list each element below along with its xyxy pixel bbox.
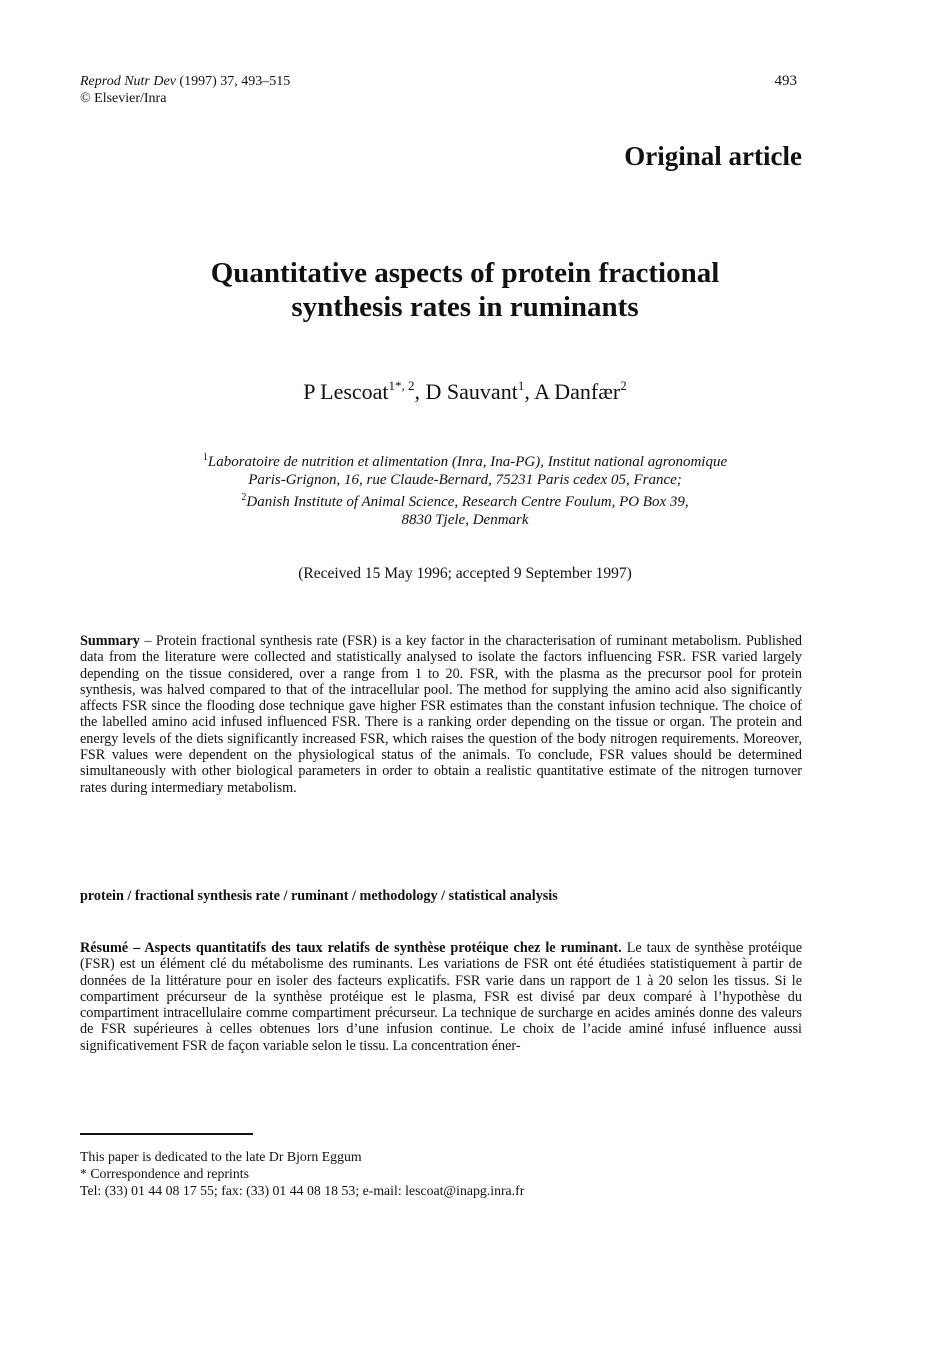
article-type: Original article <box>624 141 802 171</box>
author-list <box>0 378 930 405</box>
summary-label: Summary <box>80 633 140 649</box>
keywords: protein / fractional synthesis rate / ruminant / methodology / statistical analysis <box>80 888 558 904</box>
resume-text: Le taux de synthèse protéique (FSR) est un élément clé du métabolisme des ruminants. Les variations de FSR ont été étudiées statistiquement à partir de données de la littérature pour en isoler des facteurs explicatifs. FSR varie dans un rapport de 1 à 20 selon les tissus. Si le compartiment précurseur de la synthèse protéique est le plasma, FSR est divisé par deux comparé à l’hypothèse du compartiment intracellulaire comme compartiment précurseur. La technique de surcharge en acides aminés donne des valeurs de FSR supérieures à celles obtenues lors d’une infusion continue. Le choix de l’acide aminé infusé influence aussi significativement FSR de façon variable selon le tissu. La concentration éner- <box>80 940 802 1054</box>
summary-text: – Protein fractional synthesis rate (FSR) is a key factor in the characterisation of ruminant metabolism. Published data from the literature were collected and statistically analysed to isolate the factors influencing FSR. FSR varied largely depending on the tissue considered, over a range from 1 to 20. FSR, with the plasma as the precursor pool for protein synthesis, was halved compared to that of the intracellular pool. The method for supplying the amino acid also significantly affects FSR since the flooding dose technique gave higher FSR estimates than the constant infusion technique. The choice of the labelled amino acid infused influenced FSR. There is a ranking order depending on the tissue or organ. The protein and energy levels of the diets significantly increased FSR, which raises the question of the body nitrogen requirements. Moreover, FSR values were dependent on the physiological status of the animals. To conclude, FSR values should be determined simultaneously with other biological parameters in order to obtain a realistic quantitative estimate of the nitrogen turnover rates during intermediary metabolism. <box>80 633 802 796</box>
footnote-divider <box>80 1133 253 1135</box>
paper-title <box>0 256 930 324</box>
journal-citation <box>80 73 290 107</box>
affiliations <box>100 449 830 529</box>
summary-paragraph <box>80 633 802 796</box>
author-2-affil: 1 <box>517 378 525 393</box>
footnote-correspondence: * Correspondence and reprints <box>80 1166 249 1181</box>
author-2: , D Sauvant <box>414 379 518 404</box>
publisher: © Elsevier/Inra <box>80 91 167 106</box>
author-1-affil: 1*, 2 <box>388 378 415 393</box>
title-line-2: synthesis rates in ruminants <box>291 291 639 323</box>
resume-paragraph <box>80 940 802 1054</box>
author-3: , A Danfær <box>524 379 621 404</box>
author-1: P Lescoat <box>303 379 389 404</box>
affil-2-line-1: Danish Institute of Animal Science, Research Centre Foulum, PO Box 39, <box>246 494 689 510</box>
received-dates: (Received 15 May 1996; accepted 9 September 1997) <box>298 565 632 582</box>
title-line-1: Quantitative aspects of protein fractional <box>210 257 720 289</box>
footnote-dedication: This paper is dedicated to the late Dr Bjorn Eggum <box>80 1149 362 1164</box>
journal-ref: (1997) 37, 493–515 <box>175 74 291 89</box>
author-3-affil: 2 <box>620 378 627 393</box>
page-number: 493 <box>774 73 797 89</box>
affil-1-number: 1 <box>202 452 208 463</box>
journal-name: Reprod Nutr Dev <box>80 74 176 89</box>
affil-1-line-2: Paris-Grignon, 16, rue Claude-Bernard, 75231 Paris cedex 05, France; <box>248 472 682 488</box>
affil-1-line-1: Laboratoire de nutrition et alimentation (Inra, Ina-PG), Institut national agronomique <box>207 454 728 470</box>
resume-label: Résumé – Aspects quantitatifs des taux relatifs de synthèse protéique chez le ruminant. <box>80 940 622 956</box>
footnote-contact: Tel: (33) 01 44 08 17 55; fax: (33) 01 44 08 18 53; e-mail: lescoat@inapg.inra.fr <box>80 1183 525 1198</box>
affil-2-line-2: 8830 Tjele, Denmark <box>401 512 529 528</box>
affil-2-number: 2 <box>241 492 247 503</box>
footnotes <box>80 1148 840 1199</box>
